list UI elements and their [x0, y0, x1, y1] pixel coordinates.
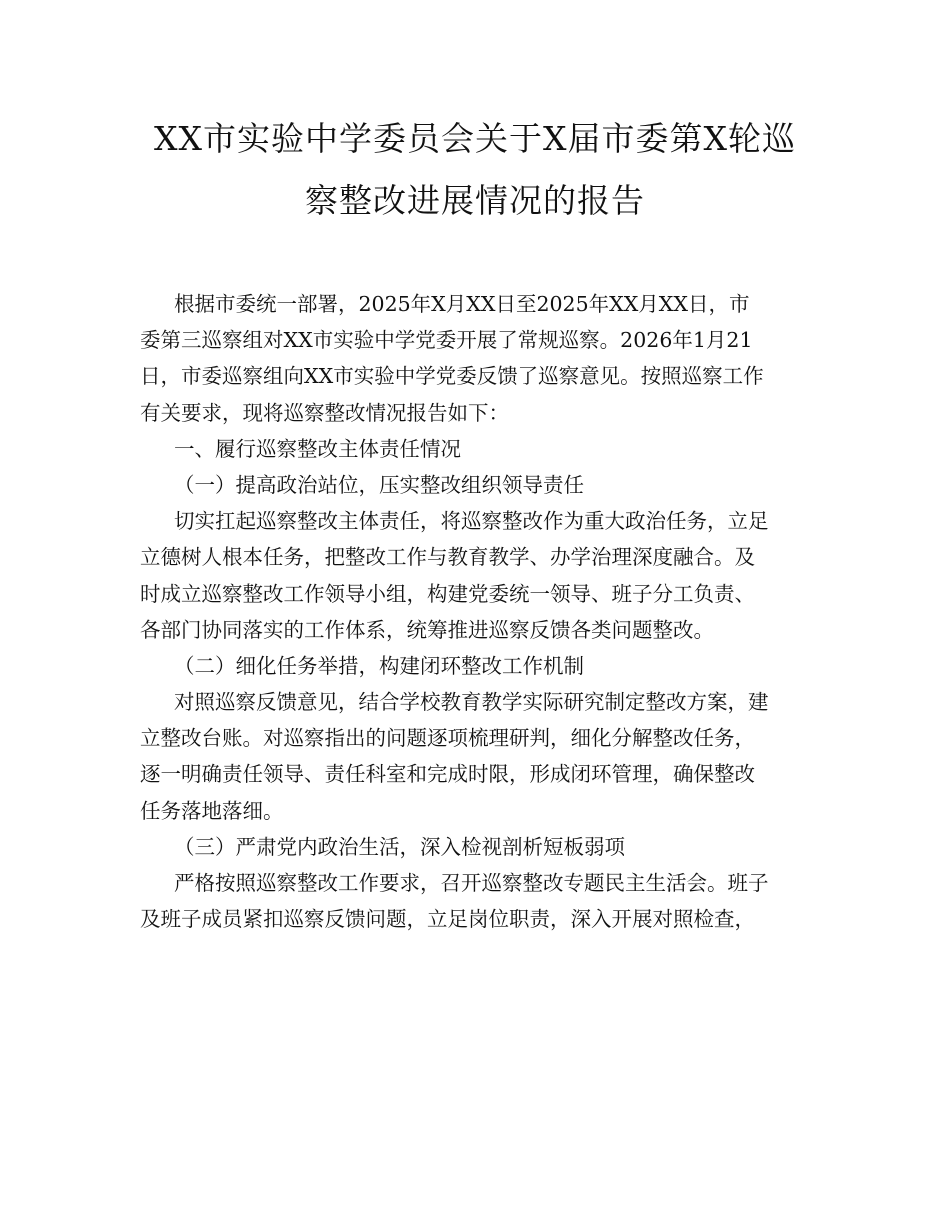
- subsection-heading-1: （一）提高政治站位，压实整改组织领导责任: [174, 472, 584, 497]
- paragraph-intro-line-1: 根据市委统一部署，2025年X月XX日至2025年XX月XX日，市: [174, 292, 750, 316]
- paragraph-intro-line-2: 委第三巡察组对XX市实验中学党委开展了常规巡察。2026年1月21: [140, 328, 753, 353]
- paragraph-1-line-2: 立德树人根本任务，把整改工作与教育教学、办学治理深度融合。及: [140, 545, 755, 570]
- section-heading-1: 一、履行巡察整改主体责任情况: [174, 436, 461, 461]
- paragraph-3-line-2: 及班子成员紧扣巡察反馈问题，立足岗位职责，深入开展对照检查，: [140, 907, 755, 932]
- paragraph-2-line-4: 任务落地落细。: [140, 798, 284, 823]
- document-body: [140, 286, 810, 937]
- paragraph-2-line-1: 对照巡察反馈意见，结合学校教育教学实际研究制定整改方案，建: [174, 690, 769, 715]
- paragraph-2-line-2: 立整改台账。对巡察指出的问题逐项梳理研判，细化分解整改任务，: [140, 726, 755, 751]
- paragraph-1-line-3: 时成立巡察整改工作领导小组，构建党委统一领导、班子分工负责、: [140, 581, 755, 606]
- paragraph-intro-line-4: 有关要求，现将巡察整改情况报告如下：: [140, 400, 509, 425]
- document-title: [120, 108, 830, 232]
- title-line-2: 察整改进展情况的报告: [305, 181, 645, 220]
- paragraph-intro-line-3: 日，市委巡察组向XX市实验中学党委反馈了巡察意见。按照巡察工作: [140, 364, 764, 389]
- subsection-heading-3: （三）严肃党内政治生活，深入检视剖析短板弱项: [174, 834, 625, 859]
- subsection-heading-2: （二）细化任务举措，构建闭环整改工作机制: [174, 653, 584, 678]
- title-line-1: XX市实验中学委员会关于X届市委第X轮巡: [154, 119, 796, 158]
- paragraph-1-line-1: 切实扛起巡察整改主体责任，将巡察整改作为重大政治任务，立足: [174, 509, 769, 534]
- paragraph-1-line-4: 各部门协同落实的工作体系，统筹推进巡察反馈各类问题整改。: [140, 617, 714, 642]
- paragraph-3-line-1: 严格按照巡察整改工作要求，召开巡察整改专题民主生活会。班子: [174, 871, 769, 895]
- paragraph-2-line-3: 逐一明确责任领导、责任科室和完成时限，形成闭环管理，确保整改: [140, 762, 755, 787]
